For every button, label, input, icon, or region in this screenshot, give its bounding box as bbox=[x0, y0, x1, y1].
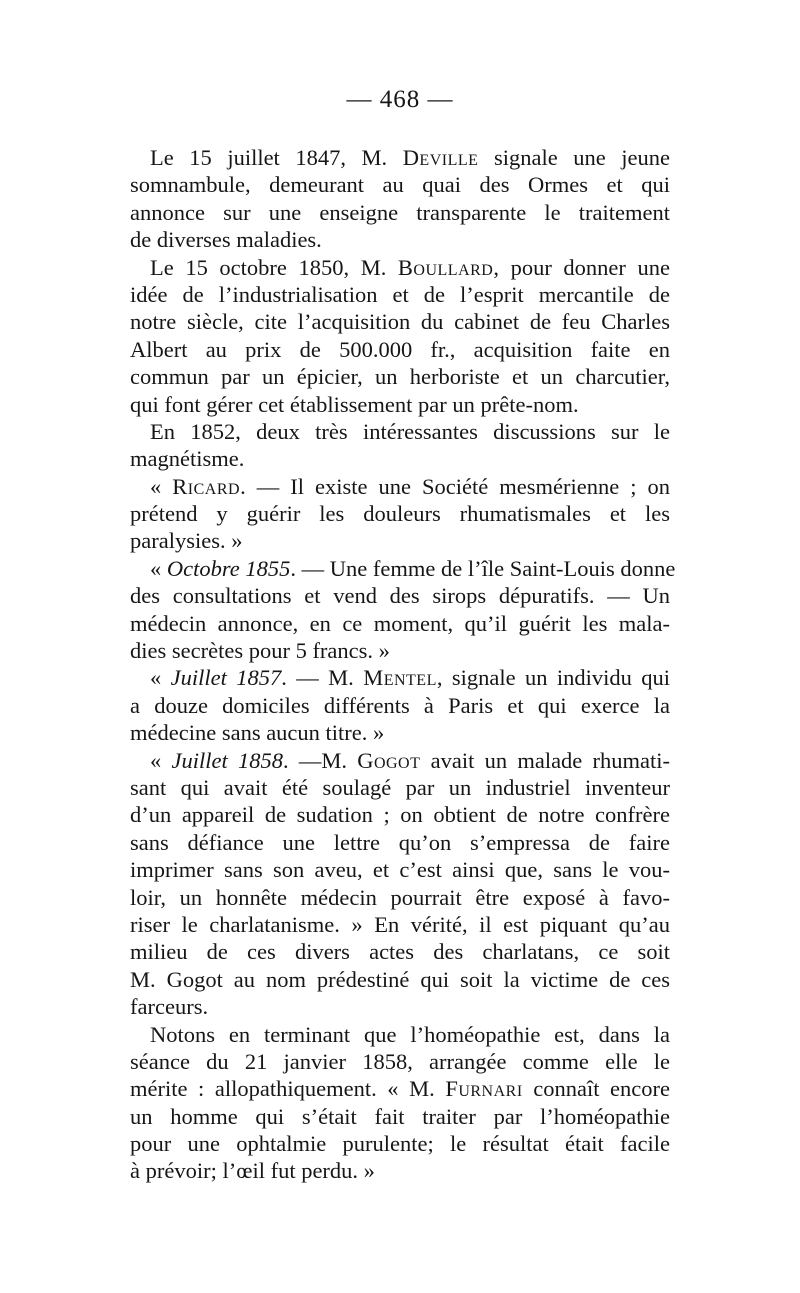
text-segment: Le 15 juillet 1847, M. bbox=[150, 145, 403, 170]
text-segment: médecin annonce, en ce moment, qu’il guérit les mala- bbox=[130, 610, 670, 636]
text-line bbox=[130, 774, 670, 801]
text-line bbox=[130, 610, 670, 637]
text-line bbox=[130, 993, 670, 1020]
text-segment: . — M. bbox=[281, 665, 364, 691]
text-line bbox=[130, 719, 670, 746]
text-line bbox=[130, 911, 670, 938]
text-segment: milieu de ces divers actes des charlatans, ce soit bbox=[130, 939, 670, 965]
text-segment: magnétisme. bbox=[130, 446, 245, 472]
text-segment: idée de l’industrialisation et de l’esprit mercantile de bbox=[130, 281, 670, 307]
author-name: Boullard bbox=[397, 254, 494, 280]
text-line bbox=[130, 144, 670, 171]
text-line bbox=[130, 801, 670, 828]
text-line bbox=[130, 966, 670, 993]
text-line bbox=[130, 254, 670, 281]
text-segment: « bbox=[150, 555, 167, 581]
text-line bbox=[130, 1103, 670, 1130]
text-line bbox=[130, 308, 670, 335]
text-segment: M. Gogot au nom prédestiné qui soit la victime de ces bbox=[130, 966, 670, 992]
text-segment: somnambule, demeurant au quai des Ormes et qui bbox=[130, 172, 670, 198]
text-line bbox=[130, 938, 670, 965]
text-segment: « bbox=[150, 473, 173, 499]
text-segment: des consultations et vend des sirops dépuratifs. — Un bbox=[130, 583, 670, 609]
text-segment: notre siècle, cite l’acquisition du cabinet de feu Charles bbox=[130, 309, 670, 335]
text-segment: En 1852, deux très intéressantes discussions sur le bbox=[150, 418, 670, 444]
text-line bbox=[130, 281, 670, 308]
text-segment: riser le charlatanisme. » En vérité, il est piquant qu’au bbox=[130, 911, 670, 937]
text-line bbox=[130, 637, 670, 664]
text-segment: sant qui avait été soulagé par un industriel inventeur bbox=[130, 774, 670, 800]
text-segment: . — Une femme de l’île Saint-Louis donne bbox=[290, 555, 676, 581]
text-line bbox=[130, 1021, 670, 1048]
text-segment: de diverses maladies. bbox=[130, 227, 322, 253]
text-segment: Le 15 octobre 1850, M. bbox=[150, 254, 398, 280]
text-line bbox=[130, 829, 670, 856]
text-segment: sans défiance une lettre qu’on s’empressa de faire bbox=[130, 829, 670, 855]
text-segment: séance du 21 janvier 1858, arrangée comme elle le bbox=[130, 1048, 670, 1074]
text-segment: annonce sur une enseigne transparente le traitement bbox=[130, 199, 670, 225]
text-segment: farceurs. bbox=[130, 994, 209, 1020]
text-segment: avait un malade rhumati- bbox=[420, 747, 670, 773]
text-line bbox=[130, 199, 670, 226]
text-segment: qui font gérer cet établissement par un prête-nom. bbox=[130, 391, 579, 417]
author-name: Deville bbox=[402, 145, 479, 170]
text-segment: . — Il existe une Société mesmérienne ; on bbox=[240, 473, 671, 499]
text-line bbox=[130, 884, 670, 911]
text-line bbox=[130, 527, 670, 554]
text-line bbox=[130, 1075, 670, 1102]
text-line bbox=[130, 226, 670, 253]
text-line bbox=[130, 171, 670, 198]
text-segment: , pour donner une bbox=[493, 254, 670, 280]
text-segment: médecine sans aucun titre. » bbox=[130, 720, 385, 746]
text-line bbox=[130, 445, 670, 472]
text-segment: loir, un honnête médecin pourrait être exposé à favo- bbox=[130, 884, 670, 910]
text-segment: commun par un épicier, un herboriste et un charcutier, bbox=[130, 364, 670, 390]
text-line bbox=[130, 500, 670, 527]
text-line bbox=[130, 391, 670, 418]
date-heading: Juillet 1858 bbox=[171, 747, 283, 773]
author-name: Ricard bbox=[172, 473, 241, 499]
text-segment: mérite : allopathiquement. « M. bbox=[130, 1076, 446, 1102]
text-segment: Albert au prix de 500.000 fr., acquisition faite en bbox=[130, 336, 670, 362]
date-heading: Octobre 1855 bbox=[166, 555, 291, 581]
date-heading: Juillet 1857 bbox=[170, 665, 282, 691]
text-line bbox=[130, 856, 670, 883]
text-segment: signale une jeune bbox=[478, 145, 670, 170]
text-segment: pour une ophtalmie purulente; le résultat était facile bbox=[130, 1131, 670, 1157]
text-segment: d’un appareil de sudation ; on obtient de notre confrère bbox=[130, 802, 670, 828]
text-line bbox=[130, 692, 670, 719]
page-number: — 468 — bbox=[346, 86, 454, 113]
text-line bbox=[130, 1157, 670, 1184]
text-line bbox=[130, 418, 670, 445]
author-name: Mentel bbox=[363, 665, 437, 691]
text-line bbox=[130, 1048, 670, 1075]
text-line bbox=[130, 664, 670, 691]
text-line bbox=[130, 582, 670, 609]
text-line bbox=[130, 747, 670, 774]
author-name: Furnari bbox=[445, 1076, 523, 1102]
text-line bbox=[130, 363, 670, 390]
text-segment: imprimer sans son aveu, et c’est ainsi que, sans le vou- bbox=[130, 857, 670, 883]
text-line bbox=[130, 336, 670, 363]
text-line bbox=[130, 555, 676, 582]
text-segment: prétend y guérir les douleurs rhumatismales et les bbox=[130, 501, 670, 527]
text-segment: paralysies. » bbox=[130, 528, 243, 554]
text-segment: « bbox=[150, 665, 171, 691]
body-text bbox=[130, 144, 676, 1185]
text-segment: dies secrètes pour 5 francs. » bbox=[130, 638, 390, 664]
author-name: Gogot bbox=[357, 747, 421, 773]
text-segment: « bbox=[150, 747, 172, 773]
text-segment: a douze domiciles différents à Paris et qui exerce la bbox=[130, 692, 670, 718]
text-line bbox=[130, 473, 670, 500]
text-segment: . —M. bbox=[282, 747, 358, 773]
text-segment: , signale un individu qui bbox=[436, 665, 670, 691]
text-segment: connaît encore bbox=[522, 1076, 670, 1102]
text-line bbox=[130, 1130, 670, 1157]
text-segment: un homme qui s’était fait traiter par l’homéopathie bbox=[130, 1103, 670, 1129]
text-segment: Notons en terminant que l’homéopathie est, dans la bbox=[150, 1021, 670, 1047]
text-segment: à prévoir; l’œil fut perdu. » bbox=[130, 1158, 375, 1184]
